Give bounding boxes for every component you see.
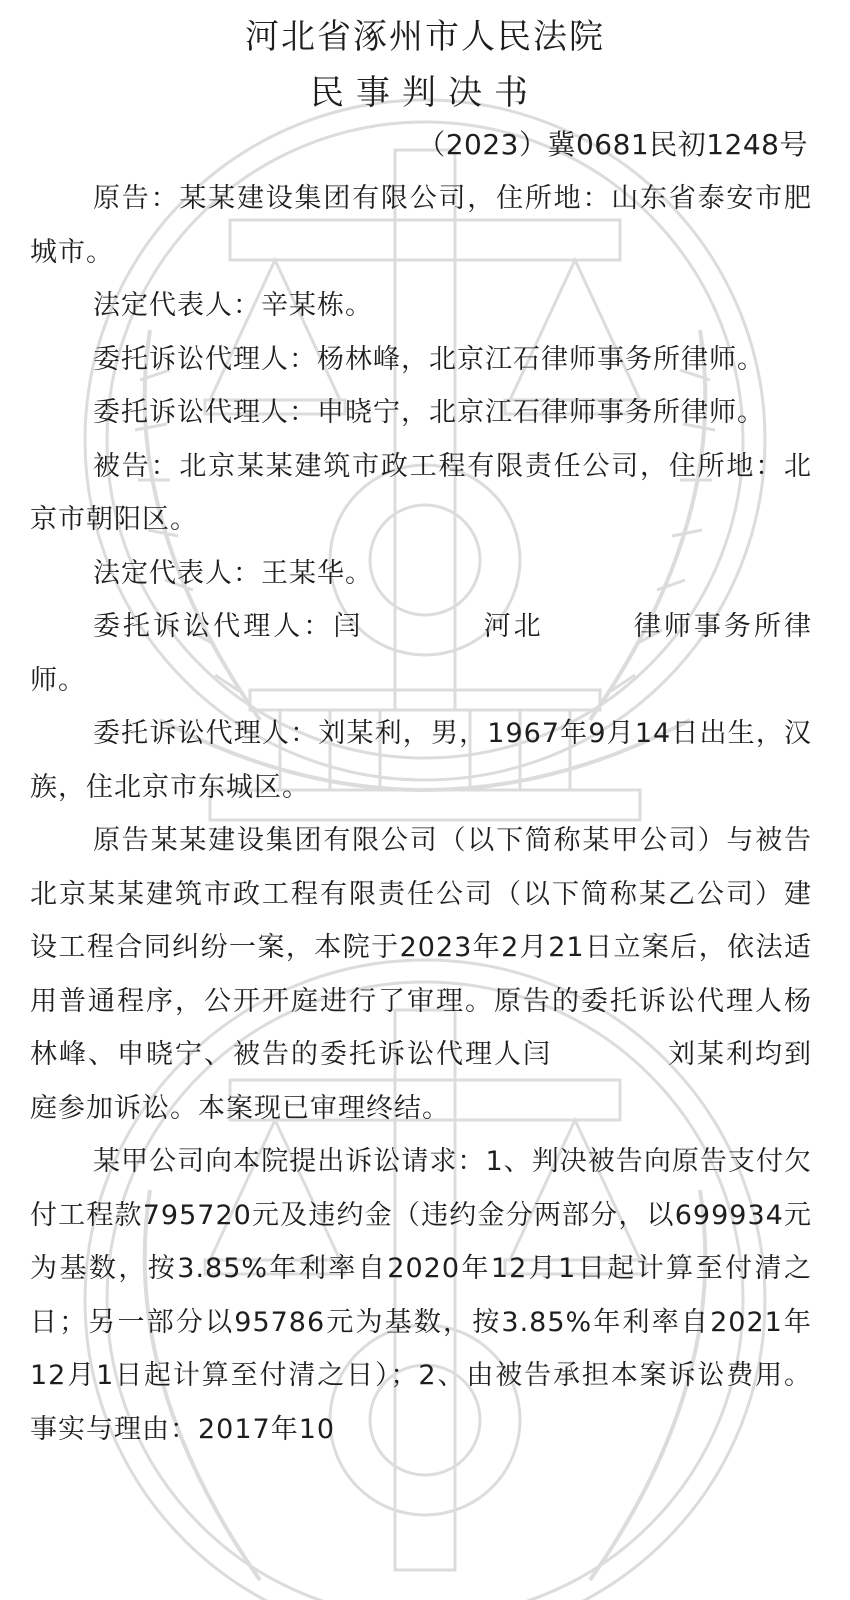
court-name: 河北省涿州市人民法院 <box>245 17 605 57</box>
document-body <box>30 172 812 1456</box>
defendant-agent-1: 委托诉讼代理人：闫 河北 律师事务所律师。 <box>30 611 812 696</box>
defendant-legal-rep: 法定代表人：王某华。 <box>93 557 373 589</box>
defendant-paragraph: 被告：北京某某建筑市政工程有限责任公司，住所地：北京市朝阳区。 <box>30 450 812 535</box>
plaintiff-agent-1: 委托诉讼代理人：杨林峰，北京江石律师事务所律师。 <box>93 343 765 375</box>
case-overview-paragraph: 原告某某建设集团有限公司（以下简称某甲公司）与被告北京某某建筑市政工程有限责任公司（以下简称某乙公司）建设工程合同纠纷一案，本院于2023年2月21日立案后，依法适用普通程序，公开开庭进行了审理。原告的委托诉讼代理人杨林峰、申晓宁、被告的委托诉讼代理人闫 刘某利均到庭参加诉讼。本案现已审理终结。 <box>30 825 812 1124</box>
plaintiff-paragraph: 原告：某某建设集团有限公司，住所地：山东省泰安市肥城市。 <box>30 183 812 268</box>
claims-paragraph: 某甲公司向本院提出诉讼请求：1、判决被告向原告支付欠付工程款795720元及违约金（违约金分两部分，以699934元为基数，按3.85%年利率自2020年12月1日起计算至付清之日；另一部分以95786元为基数，按3.85%年利率自2021年12月1日起计算至付清之日）；2、由被告承担本案诉讼费用。事实与理由：2017年10 <box>30 1146 812 1445</box>
plaintiff-agent-2: 委托诉讼代理人：申晓宁，北京江石律师事务所律师。 <box>93 397 765 428</box>
case-number: （2023）冀0681民初1248号 <box>417 128 808 161</box>
plaintiff-legal-rep: 法定代表人：辛某栋。 <box>93 290 373 321</box>
defendant-agent-2: 委托诉讼代理人：刘某利，男，1967年9月14日出生，汉族，住北京市东城区。 <box>30 718 812 803</box>
document-type: 民事判决书 <box>310 73 540 113</box>
